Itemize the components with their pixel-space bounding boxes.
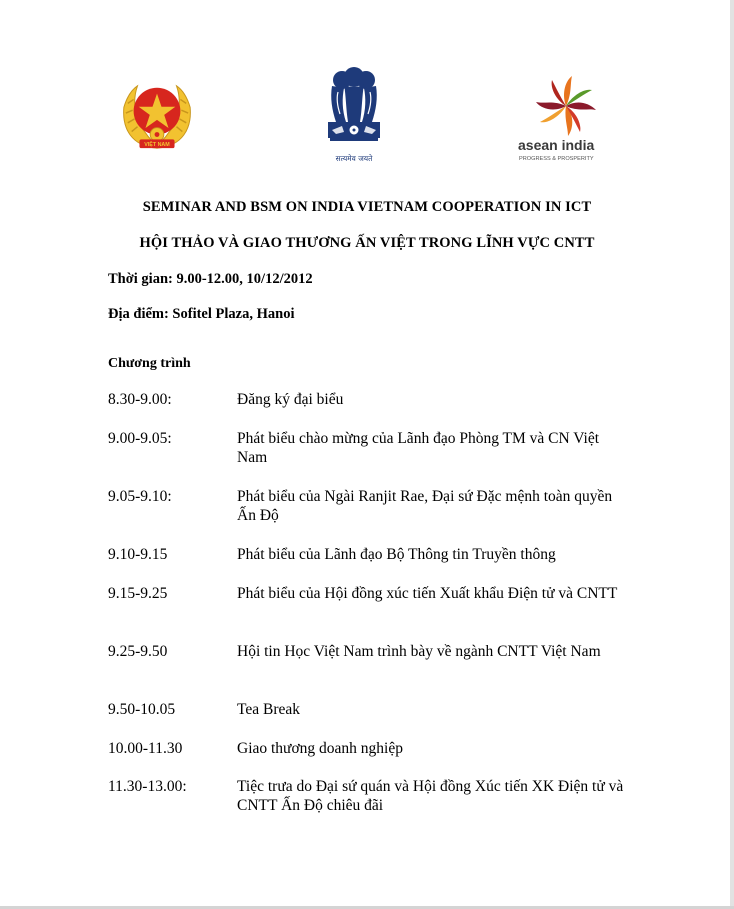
schedule-description: Phát biểu của Lãnh đạo Bộ Thông tin Truyền thông (237, 546, 556, 563)
schedule-time: 8.30-9.00: (108, 391, 172, 408)
page-edge-right (730, 0, 734, 909)
asean-india-wordmark: asean india (518, 137, 595, 153)
lion-capital (331, 67, 377, 122)
program-heading: Chương trình (108, 356, 191, 371)
vietnam-emblem-icon (118, 78, 196, 154)
schedule-description: Phát biểu của Ngài Ranjit Rae, Đại sứ Đặc mệnh toàn quyền Ấn Độ (237, 488, 613, 524)
title-english: SEMINAR AND BSM ON INDIA VIETNAM COOPERATION IN ICT (142, 199, 592, 215)
schedule-time: 9.50-10.05 (108, 701, 176, 718)
india-emblem-icon (320, 66, 388, 166)
india-emblem-motto: सत्यमेव जयते (335, 154, 373, 163)
schedule-description: Phát biểu của Hội đồng xúc tiến Xuất khẩu Điện tử và CNTT (237, 585, 618, 602)
event-venue: Địa điểm: Sofitel Plaza, Hanoi (108, 306, 295, 322)
schedule-description: Giao thương doanh nghiệp (237, 740, 403, 757)
asean-india-logo-icon (515, 72, 617, 164)
schedule-time: 11.30-13.00: (108, 778, 187, 795)
schedule-description: Đăng ký đại biểu (237, 391, 344, 408)
pinwheel-flower (536, 76, 596, 136)
schedule-time: 9.10-9.15 (108, 546, 168, 563)
vietnam-emblem-label: VIỆT NAM (144, 142, 170, 149)
title-vietnamese: HỘI THẢO VÀ GIAO THƯƠNG ẤN VIỆT TRONG LĨNH VỰC CNTT (139, 235, 595, 251)
event-time: Thời gian: 9.00-12.00, 10/12/2012 (108, 271, 313, 287)
schedule-description: Hội tin Học Việt Nam trình bày về ngành CNTT Việt Nam (237, 643, 601, 660)
schedule-time: 10.00-11.30 (108, 740, 183, 757)
schedule-description: Phát biểu chào mừng của Lãnh đạo Phòng TM và CN Việt Nam (237, 430, 600, 466)
cogwheel (150, 128, 164, 142)
schedule-time: 9.25-9.50 (108, 643, 168, 660)
schedule-time: 9.00-9.05: (108, 430, 172, 447)
asean-india-tagline: PROGRESS & PROSPERITY (519, 156, 594, 162)
schedule-time: 9.05-9.10: (108, 488, 172, 505)
schedule-time: 9.15-9.25 (108, 585, 168, 602)
schedule-description: Tea Break (237, 701, 301, 718)
schedule-description: Tiệc trưa do Đại sứ quán và Hội đồng Xúc tiến XK Điện tử và CNTT Ấn Độ chiêu đãi (237, 778, 624, 814)
